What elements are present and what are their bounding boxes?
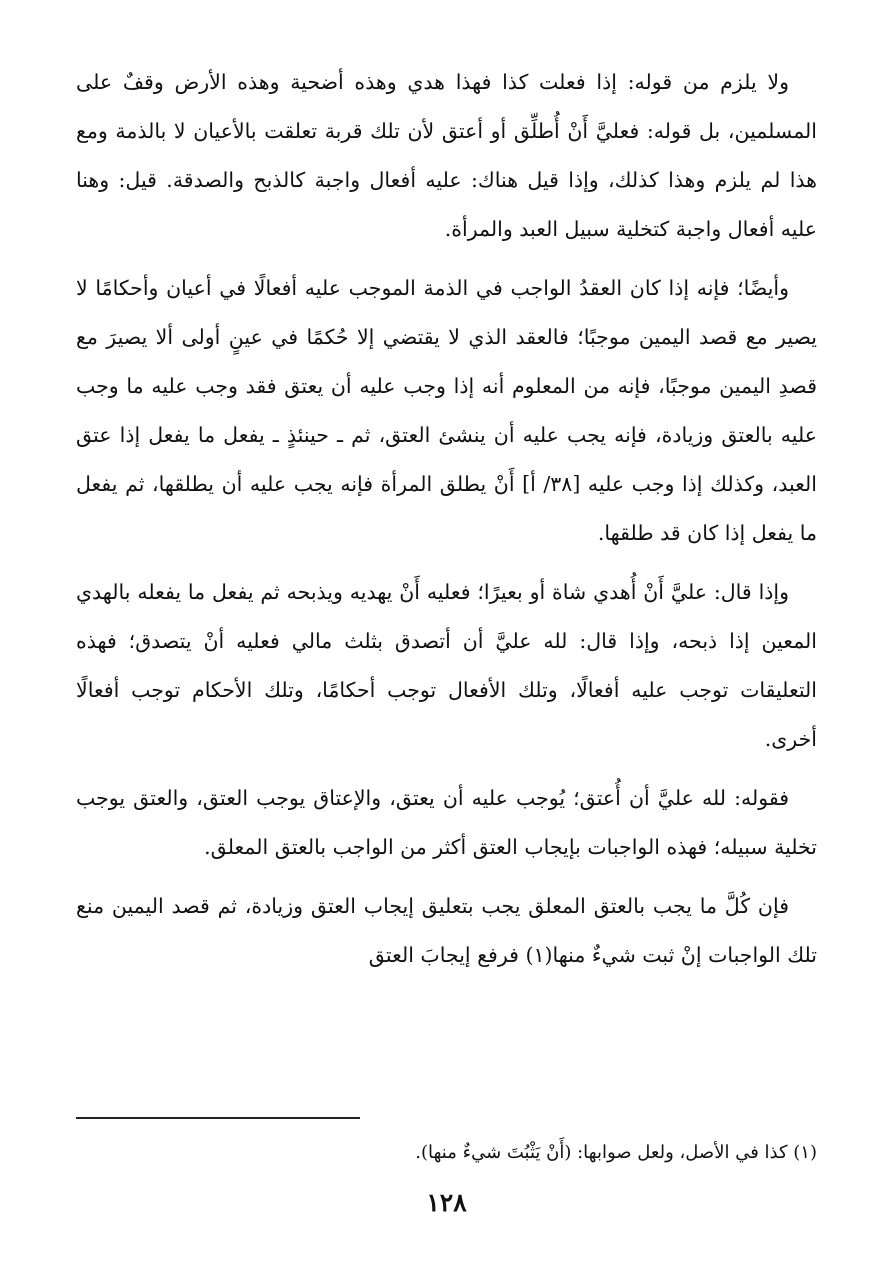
paragraph-4: فقوله: لله عليَّ أن أُعتق؛ يُوجب عليه أن يعتق، والإعتاق يوجب العتق، والعتق يوجب تخلية سبيله؛ فهذه الواجبات بإيجاب العتق أكثر من الواجب بالعتق المعلق. — [76, 786, 817, 859]
paragraph-2: وأيضًا؛ فإنه إذا كان العقدُ الواجب في الذمة الموجب عليه أفعالًا في أعيان وأحكامًا لا يصير مع قصد اليمين موجبًا؛ فالعقد الذي لا يقتضي إلا حُكمًا في عينٍ أولى ألا يصيرَ مع قصدِ اليمين موجبًا، فإنه من المعلوم أنه إذا وجب عليه أن يعتق فقد وجب عليه ما وجب عليه بالعتق وزيادة، فإنه يجب عليه أن ينشئ العتق، ثم ـ حينئذٍ ـ يفعل ما يفعل إذا عتق العبد، وكذلك إذا وجب عليه [٣٨/ أ] أَنْ يطلق المرأة فإنه يجب عليه أن يطلقها، ثم يفعل ما يفعل إذا كان قد طلقها. — [76, 276, 817, 545]
page-number: ١٢٨ — [426, 1188, 467, 1217]
footnote-divider — [76, 1117, 360, 1119]
paragraph-5: فإن كُلَّ ما يجب بالعتق المعلق يجب بتعليق إيجاب العتق وزيادة، ثم قصد اليمين منع تلك الواجبات إنْ ثبت شيءٌ منها(١) فرفع إيجابَ العتق — [76, 894, 817, 967]
paragraph-1: ولا يلزم من قوله: إذا فعلت كذا فهذا هدي وهذه أضحية وهذه الأرض وقفٌ على المسلمين، بل قوله: فعليَّ أَنْ أُطلِّق أو أعتق لأن تلك قربة تعلقت بالأعيان لا بالذمة ومع هذا لم يلزم وهذا كذلك، وإذا قيل هناك: عليه أفعال واجبة كالذبح والصدقة. قيل: وهنا عليه أفعال واجبة كتخلية سبيل العبد والمرأة. — [76, 70, 817, 241]
paragraph-3: وإذا قال: عليَّ أَنْ أُهدي شاة أو بعيرًا؛ فعليه أَنْ يهديه ويذبحه ثم يفعل ما يفعله بالهدي المعين إذا ذبحه، وإذا قال: لله عليَّ أن أتصدق بثلث مالي فعليه أنْ يتصدق؛ فهذه التعليقات توجب عليه أفعالًا، وتلك الأفعال توجب أحكامًا، وتلك الأحكام توجب أفعالًا أخرى. — [76, 580, 817, 751]
footnote: (١) كذا في الأصل، ولعل صوابها: (أَنْ يَثْبُتَ شيءٌ منها). — [415, 1142, 817, 1163]
main-text — [76, 58, 817, 990]
